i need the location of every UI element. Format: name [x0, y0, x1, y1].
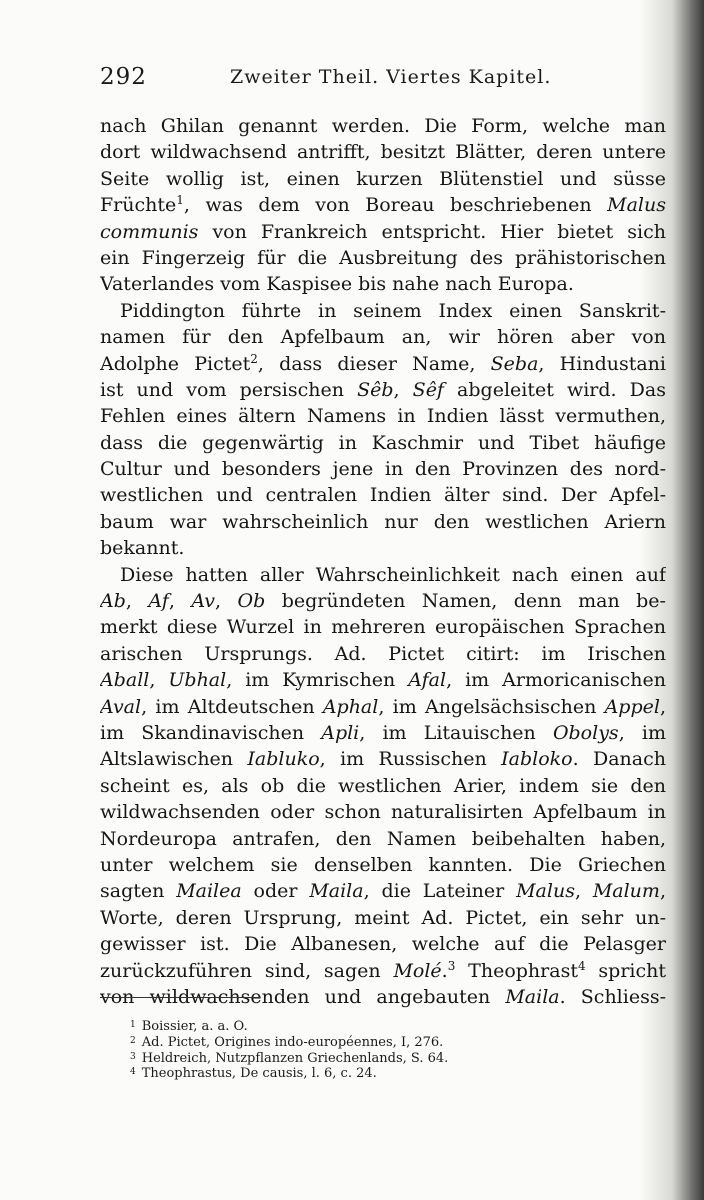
text-line: arischen Ursprungs. Ad. Pictet citirt: im Irischen: [100, 642, 666, 665]
text-line: Cultur und besonders jene in den Provinzen des nord-: [100, 458, 666, 481]
text-line: gewisser ist. Die Albanesen, welche auf die Pelasger: [100, 933, 666, 956]
text-line: dass die gegenwärtig in Kaschmir und Tibet häufige: [100, 431, 666, 454]
text-line: Fehlen eines ältern Namens in Indien lässt vermuthen,: [100, 405, 666, 428]
footnotes: [130, 1018, 590, 1081]
text-line: Vaterlandes vom Kaspisee bis nahe nach Europa.: [100, 273, 574, 296]
text-line: scheint es, als ob die westlichen Arier, indem sie den: [100, 774, 666, 797]
text-line: Aball, Ubhal, im Kymrischen Afal, im Armoricanischen: [100, 669, 666, 692]
text-line: Früchte$^1$, was dem von Boreau beschriebenen Malus: [100, 193, 666, 217]
text-line: Worte, deren Ursprung, meint Ad. Pictet, ein sehr un-: [100, 906, 666, 929]
body-text: [100, 113, 666, 1010]
footnote-ref: 1: [176, 193, 184, 208]
footnote: $^4$ Theophrastus, De causis, l. 6, c. 24.: [130, 1066, 377, 1082]
text-line: Nordeuropa antrafen, den Namen beibehalten haben,: [100, 827, 666, 850]
text-line: westlichen und centralen Indien älter sind. Der Apfel-: [100, 484, 666, 507]
text-line: Ab, Af, Av, Ob begründeten Namen, denn man be-: [100, 590, 666, 613]
text-line: ein Fingerzeig für die Ausbreitung des prähistorischen: [100, 246, 666, 269]
text-line: ist und vom persischen Sêb, Sêf abgeleitet wird. Das: [100, 378, 666, 401]
text-line: von wildwachsenden und angebauten Maila. Schliess-: [100, 985, 666, 1008]
text-line: merkt diese Wurzel in mehreren europäischen Sprachen: [100, 616, 666, 639]
footnote: $^1$ Boissier, a. a. O.: [130, 1019, 248, 1034]
text-line: baum war wahrscheinlich nur den westlichen Ariern: [100, 510, 666, 533]
text-line: Altslawischen Iabluko, im Russischen Iabloko. Danach: [100, 748, 666, 771]
text-line: Adolphe Pictet$^2$, dass dieser Name, Seba, Hindustani: [100, 351, 666, 375]
text-line: sagten Mailea oder Maila, die Lateiner Malus, Malum,: [100, 880, 666, 903]
footnote-ref: 2: [250, 351, 258, 366]
text-line: nach Ghilan genannt werden. Die Form, welche man: [100, 115, 666, 137]
text-line: zurückzuführen sind, sagen Molé.$^3$ Theophrast$^4$ spricht: [100, 958, 666, 982]
text-line: unter welchem sie denselben kannten. Die Griechen: [100, 853, 666, 876]
page-header: [100, 64, 680, 94]
text-line: Diese hatten aller Wahrscheinlichkeit nach einen auf: [120, 563, 666, 586]
page-number: 292: [100, 64, 147, 90]
text-line: dort wildwachsend antrifft, besitzt Blätter, deren untere: [100, 141, 666, 164]
text-line: Piddington führte in seinem Index einen Sanskrit-: [120, 299, 666, 322]
footnote-ref: 3: [447, 958, 456, 973]
text-line: namen für den Apfelbaum an, wir hören aber von: [100, 326, 666, 349]
text-line: communis von Frankreich entspricht. Hier bietet sich: [100, 220, 666, 243]
footnote-ref: 4: [577, 958, 586, 973]
footnote: $^3$ Heldreich, Nutzpflanzen Griechenlands, S. 64.: [130, 1050, 449, 1066]
text-line: Aval, im Altdeutschen Aphal, im Angelsächsischen Appel,: [100, 695, 666, 718]
text-line: im Skandinavischen Apli, im Litauischen Obolys, im: [100, 721, 666, 744]
footnote-divider: [100, 997, 260, 998]
text-line: wildwachsenden oder schon naturalisirten Apfelbaum in: [100, 801, 666, 824]
text-line: Seite wollig ist, einen kurzen Blütenstiel und süsse: [100, 167, 666, 190]
text-line: bekannt.: [100, 537, 185, 560]
running-head: Zweiter Theil. Viertes Kapitel.: [230, 66, 552, 88]
footnote: $^2$ Ad. Pictet, Origines indo-européennes, I, 276.: [130, 1034, 444, 1050]
